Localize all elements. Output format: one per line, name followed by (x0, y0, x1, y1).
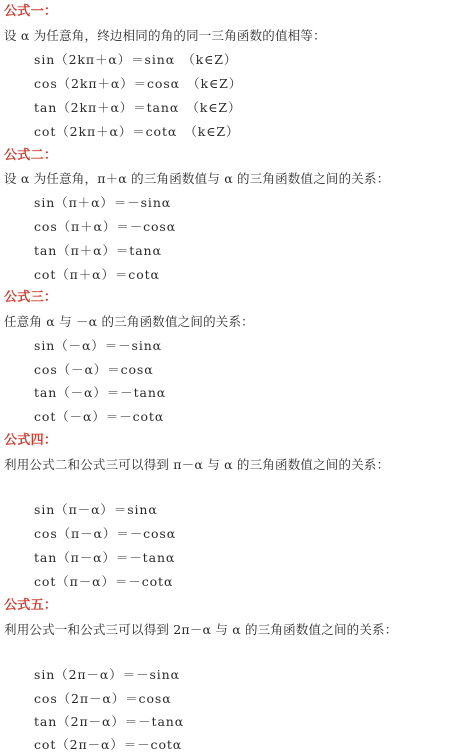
section-2-formula-3: tan（π＋α）＝tanα (34, 243, 162, 258)
section-2-title: 公式二： (4, 148, 58, 163)
section-1-intro: 设 α 为任意角，终边相同的角的同一三角函数的值相等： (4, 28, 326, 43)
section-5-formula-1: sin（2π－α）＝－sinα (34, 667, 180, 682)
section-5-formula-3: tan（2π－α）＝－tanα (34, 714, 185, 729)
section-3-formula-4: cot（－α）＝－cotα (34, 409, 165, 424)
section-1-formula-2: cos（2kπ＋α）＝cosα （k∈Z） (34, 76, 243, 91)
section-4-intro: 利用公式二和公式三可以得到 π－α 与 α 的三角函数值之间的关系： (4, 457, 390, 472)
section-4-formula-1: sin（π－α）＝sinα (34, 502, 158, 517)
section-5-title: 公式五： (4, 598, 58, 613)
section-4-formula-3: tan（π－α）＝－tanα (34, 550, 176, 565)
section-1-title: 公式一： (4, 4, 58, 19)
section-3-formula-2: cos（－α）＝cosα (34, 362, 154, 377)
section-4-title: 公式四： (4, 433, 58, 448)
section-5-formula-4: cot（2π－α）＝－cotα (34, 737, 183, 752)
section-3-formula-1: sin（－α）＝－sinα (34, 338, 163, 353)
section-4-formula-4: cot（π－α）＝－cotα (34, 574, 174, 589)
section-2-intro: 设 α 为任意角，π＋α 的三角函数值与 α 的三角函数值之间的关系： (4, 171, 390, 186)
section-3-intro: 任意角 α 与 －α 的三角函数值之间的关系： (4, 314, 254, 329)
section-1-formula-1: sin（2kπ＋α）＝sinα （k∈Z） (34, 52, 238, 67)
section-2-formula-2: cos（π＋α）＝－cosα (34, 219, 177, 234)
section-2-formula-4: cot（π＋α）＝cotα (34, 267, 160, 282)
section-5-formula-2: cos（2π－α）＝cosα (34, 691, 172, 706)
section-2-formula-1: sin（π＋α）＝－sinα (34, 195, 172, 210)
section-1-formula-4: cot（2kπ＋α）＝cotα （k∈Z） (34, 124, 240, 139)
section-1-formula-3: tan（2kπ＋α）＝tanα （k∈Z） (34, 100, 242, 115)
section-5-intro: 利用公式一和公式三可以得到 2π－α 与 α 的三角函数值之间的关系： (4, 622, 398, 637)
section-3-title: 公式三： (4, 290, 58, 305)
section-3-formula-3: tan（－α）＝－tanα (34, 385, 167, 400)
section-4-formula-2: cos（π－α）＝－cosα (34, 526, 177, 541)
